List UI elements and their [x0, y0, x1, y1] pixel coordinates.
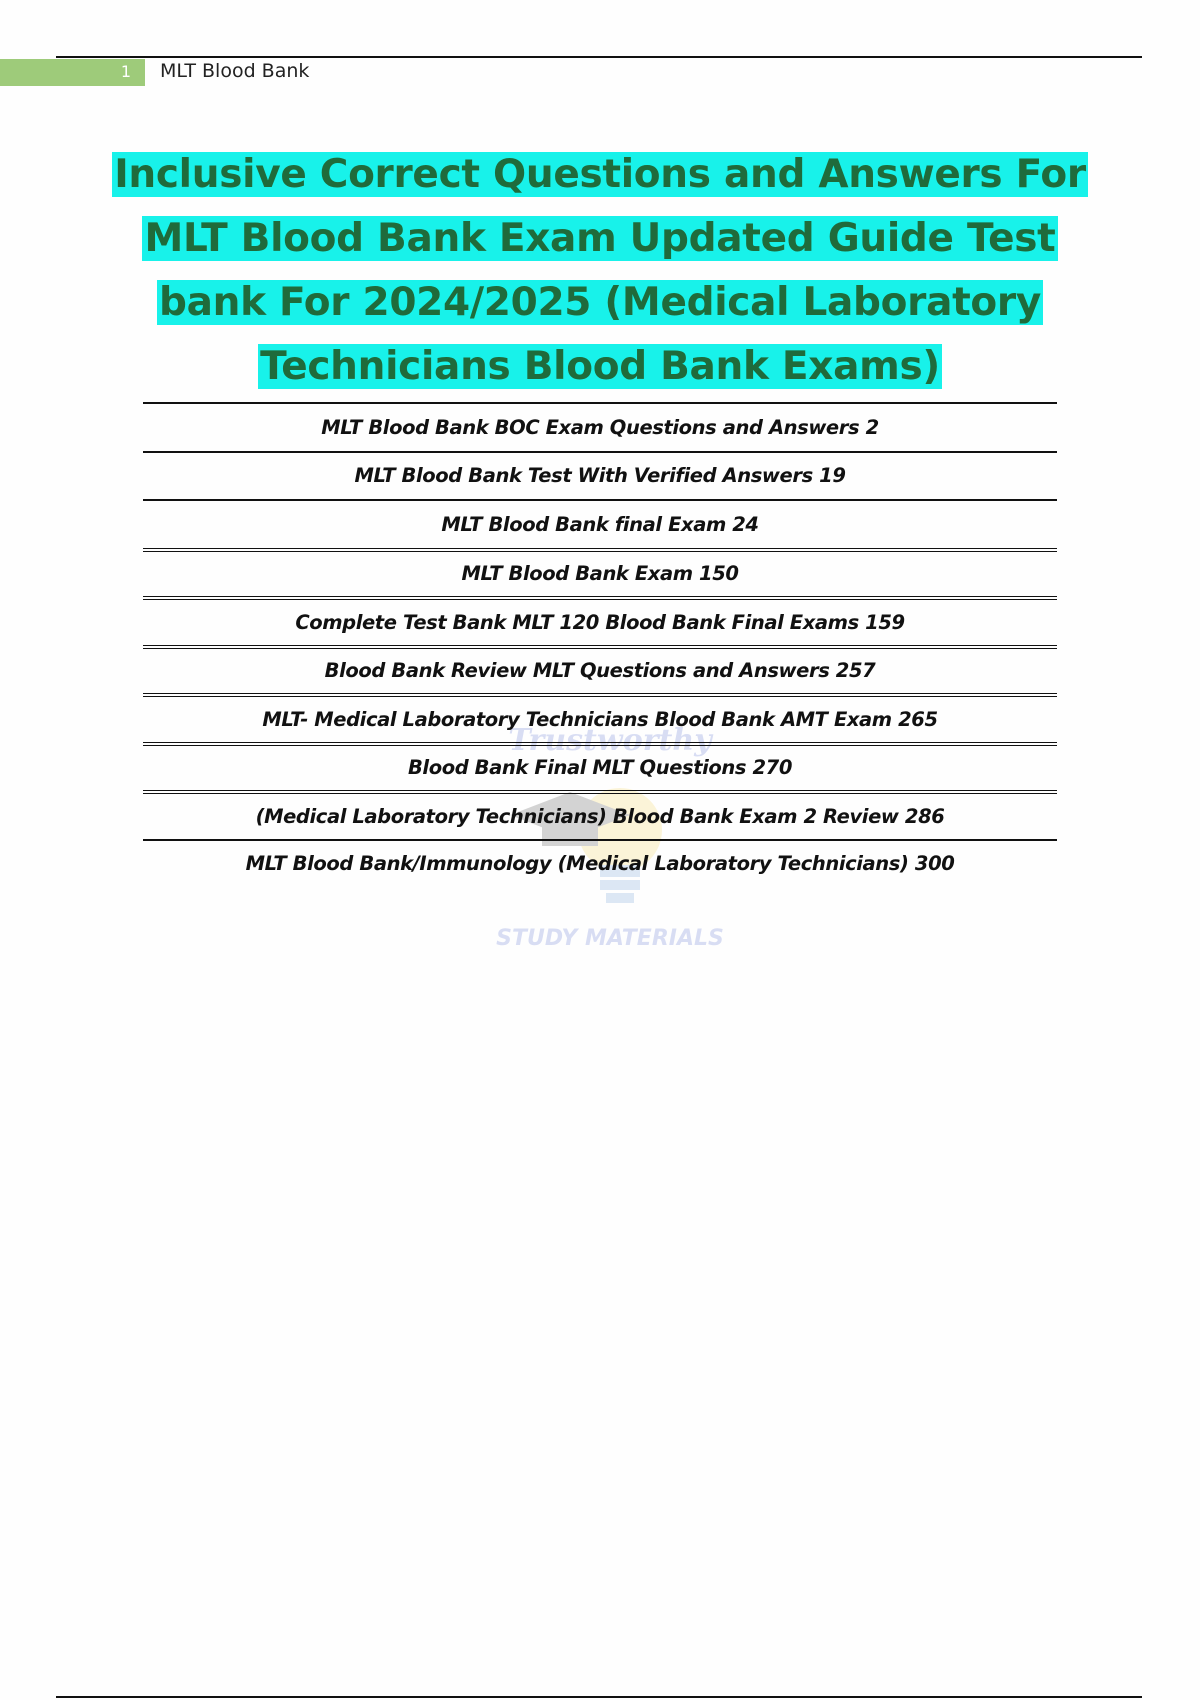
toc-entry-label[interactable]: MLT Blood Bank Exam 150 [461, 562, 739, 586]
toc-entry[interactable] [143, 645, 1057, 694]
toc-entry-label[interactable]: MLT Blood Bank final Exam 24 [441, 512, 759, 536]
svg-text:Trustworthy: Trustworthy [508, 723, 712, 758]
toc-entry-label[interactable]: MLT Blood Bank BOC Exam Questions and Answers 2 [321, 415, 879, 439]
toc-entry[interactable] [143, 548, 1057, 597]
document-title [100, 143, 1100, 399]
toc-entry[interactable] [143, 693, 1057, 742]
toc-entry[interactable] [143, 499, 1057, 548]
svg-text:STUDY MATERIALS: STUDY MATERIALS [496, 926, 724, 951]
toc-entry[interactable] [143, 596, 1057, 645]
toc-entry[interactable] [143, 839, 1057, 888]
page-number: 1 [120, 62, 131, 81]
toc-entry[interactable] [143, 402, 1057, 451]
running-head: MLT Blood Bank [160, 60, 310, 82]
toc-entry-label[interactable]: MLT Blood Bank/Immunology (Medical Laboratory Technicians) 300 [245, 852, 955, 876]
toc-entry-label[interactable]: Blood Bank Review MLT Questions and Answers 257 [324, 659, 876, 683]
header-rule [56, 56, 1142, 58]
toc-entry-label[interactable]: MLT Blood Bank Test With Verified Answers 19 [354, 464, 846, 488]
document-title-text: Inclusive Correct Questions and Answers For MLT Blood Bank Exam Updated Guide Test bank For 2024/2025 (Medical Laboratory Technicians Blood Bank Exams) [114, 152, 1086, 389]
toc-entry-label[interactable]: Complete Test Bank MLT 120 Blood Bank Final Exams 159 [295, 610, 905, 634]
table-of-contents [143, 402, 1057, 887]
watermark-bottom-text [496, 926, 724, 951]
toc-entry[interactable] [143, 742, 1057, 791]
footer-rule [56, 1696, 1142, 1698]
toc-entry-label[interactable]: Blood Bank Final MLT Questions 270 [407, 756, 793, 780]
page-number-box [0, 59, 145, 86]
toc-entry-label[interactable]: (Medical Laboratory Technicians) Blood Bank Exam 2 Review 286 [255, 804, 945, 828]
toc-entry-label[interactable]: MLT- Medical Laboratory Technicians Blood Bank AMT Exam 265 [262, 707, 938, 731]
toc-entry[interactable] [143, 790, 1057, 839]
toc-entry[interactable] [143, 451, 1057, 500]
